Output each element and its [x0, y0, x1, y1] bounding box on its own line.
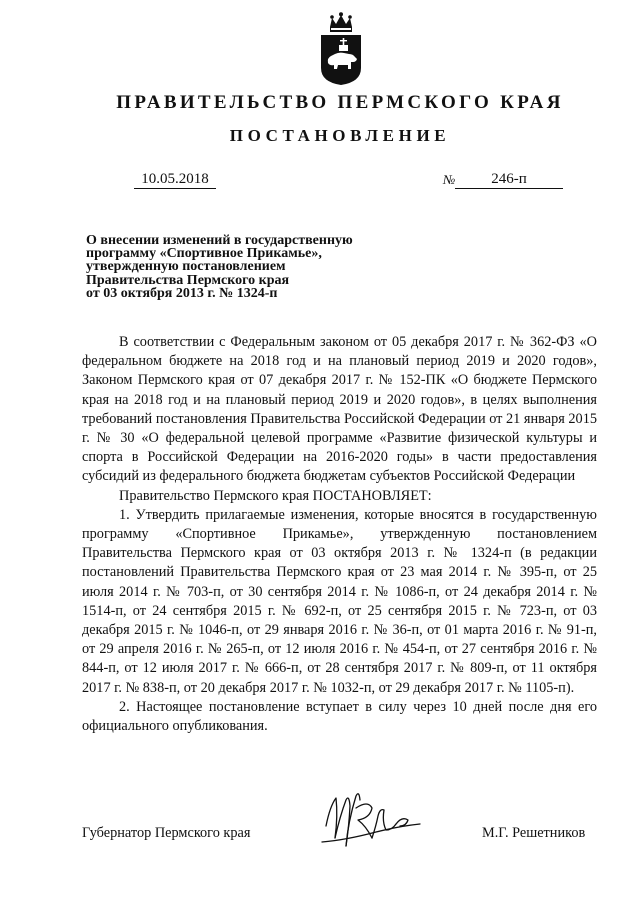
- document-subject: [86, 234, 406, 300]
- subject-line: от 03 октября 2013 г. № 1324-п: [86, 285, 278, 301]
- coat-of-arms-icon: [318, 12, 364, 86]
- document-number: 246-п: [455, 170, 563, 189]
- document-type: ПОСТАНОВЛЕНИЕ: [229, 126, 451, 145]
- subject-line: утвержденную постановлением: [86, 259, 286, 275]
- subject-line: Правительства Пермского края: [86, 272, 290, 288]
- handwritten-signature: [316, 786, 424, 850]
- subject-line: О внесении изменений в государственную: [86, 233, 353, 248]
- document-body: [82, 333, 597, 736]
- subject-line: программу «Спортивное Прикамье»,: [86, 246, 322, 262]
- signatory-name: М.Г. Решетников: [482, 825, 586, 841]
- number-label: №: [443, 172, 456, 187]
- body-paragraph: В соответствии с Федеральным законом от 05 декабря 2017 г. № 362-ФЗ «О федеральном бюджете на 2018 год и на плановый период 2019 и 2020 годов», Законом Пермского края от 07 декабря 2017 г. № 152-ПК «О бюджете Пермского края на 2018 год и на плановый период 2019 и 2020 годов», в целях выполнения требований постановления Правительства Российской Федерации от 21 января 2015 г. № 30 «О федеральной целевой программе «Развитие физической культуры и спорта в Российской Федерации на 2016-2020 годы» в части предоставления субсидий из федерального бюджета бюджетам субъектов Российской Федерации: [82, 334, 597, 485]
- body-paragraph: 1. Утвердить прилагаемые изменения, которые вносятся в государственную программу «Спортивное Прикамье», утвержденную постановлением Правительства Пермского края от 03 октября 2013 г. № 1324-п (в редакции постановлений Правительства Пермского края от 23 мая 2014 г. № 395-п, от 25 июля 2014 г. № 703-п, от 30 сентября 2014 г. № 1086-п, от 24 декабря 2014 г. № 1514-п, от 24 сентября 2015 г. № 692-п, от 25 сентября 2015 г. № 723-п, от 03 декабря 2015 г. № 1046-п, от 29 января 2016 г. № 36-п, от 01 марта 2016 г. № 91-п, от 29 апреля 2016 г. № 265-п, от 12 июля 2016 г. № 454-п, от 27 сентября 2016 г. № 844-п, от 12 июля 2017 г. № 666-п, от 28 сентября 2017 г. № 809-п, от 11 октября 2017 г. № 838-п, от 20 декабря 2017 г. № 1032-п, от 29 декабря 2017 г. № 1105-п).: [82, 506, 597, 696]
- body-paragraph: Правительство Пермского края ПОСТАНОВЛЯЕТ:: [119, 487, 432, 504]
- signatory-position: Губернатор Пермского края: [82, 825, 251, 841]
- body-paragraph: 2. Настоящее постановление вступает в силу через 10 дней после дня его официального опубликования.: [82, 698, 597, 735]
- government-title: ПРАВИТЕЛЬСТВО ПЕРМСКОГО КРАЯ: [116, 92, 564, 113]
- document-date: 10.05.2018: [134, 170, 216, 189]
